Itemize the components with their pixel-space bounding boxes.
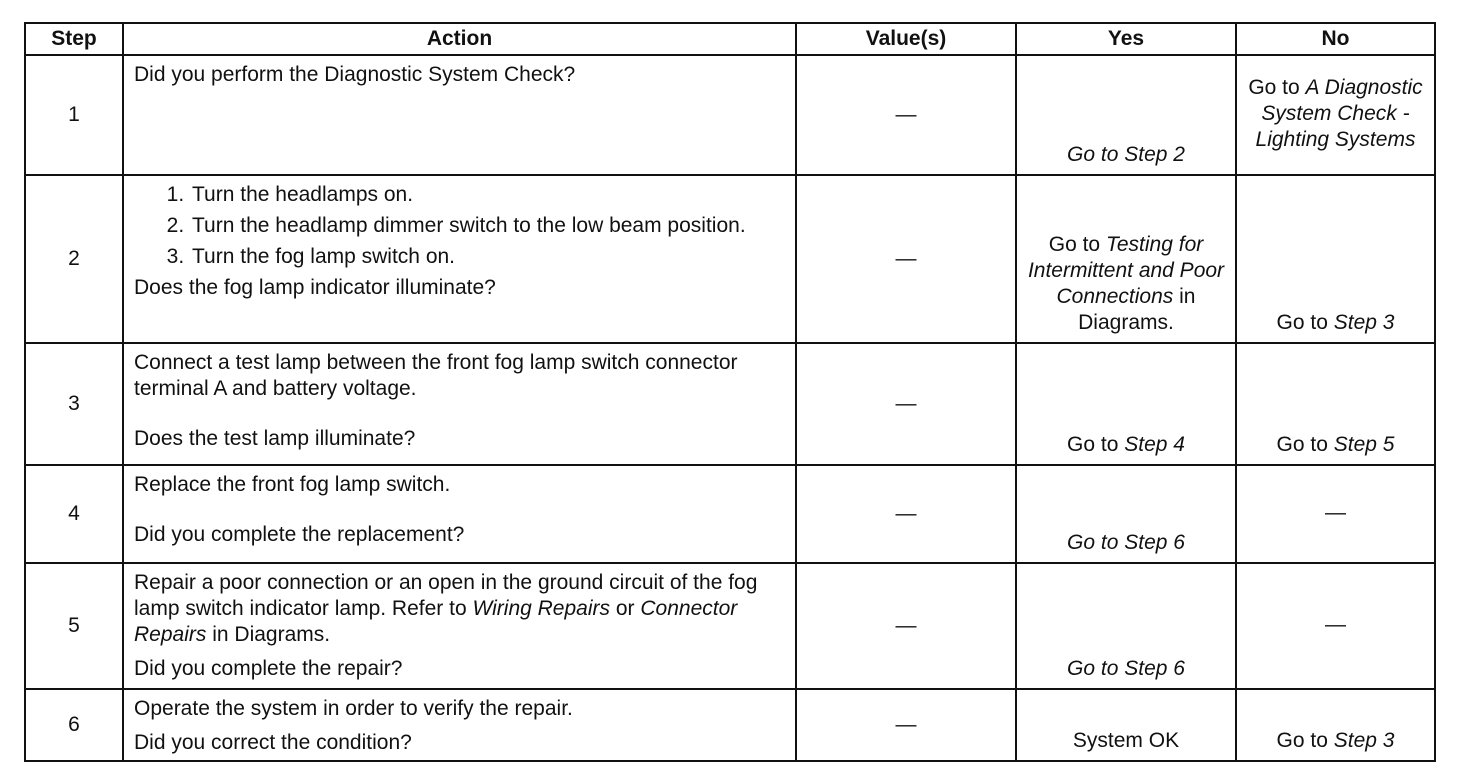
- table-row-step-2: [25, 175, 1435, 343]
- step-number: 1: [25, 55, 123, 175]
- spacer: [134, 648, 785, 656]
- yes-prefix: Go to: [1048, 233, 1101, 256]
- yes-cell: [1016, 689, 1236, 761]
- value-cell: [796, 343, 1016, 465]
- table-row-step-1: [25, 55, 1435, 175]
- value-dash: —: [895, 502, 917, 525]
- no-dash: —: [1325, 613, 1346, 636]
- action-text: or: [615, 597, 635, 620]
- spacer: [134, 498, 785, 522]
- table-row-step-4: [25, 465, 1435, 563]
- spacer: [134, 402, 785, 426]
- yes-cell: [1016, 563, 1236, 689]
- action-item: 3. Turn the fog lamp switch on.: [190, 244, 785, 270]
- header-row: [25, 23, 1435, 55]
- action-text: Did you perform the Diagnostic System Check?: [134, 63, 576, 86]
- value-dash: —: [895, 247, 917, 270]
- yes-text: Go to Step 2: [1067, 143, 1185, 166]
- question-text: Did you complete the replacement?: [134, 523, 465, 546]
- no-prefix: Go to: [1248, 76, 1300, 99]
- wiring-repairs-ref: Wiring Repairs: [472, 597, 610, 620]
- action-text: Replace the front fog lamp switch.: [134, 473, 451, 496]
- no-prefix: Go to: [1276, 729, 1328, 752]
- no-cell: [1236, 689, 1435, 761]
- no-link: Step 3: [1333, 729, 1395, 752]
- action-cell: [123, 689, 796, 761]
- spacer: [134, 722, 785, 730]
- yes-link: Testing for Intermittent and Poor Connections: [1027, 233, 1225, 308]
- action-text: Repair a poor connection or an open in the ground circuit of the fog lamp switch indicator lamp. Refer to: [134, 571, 758, 620]
- step-number: 2: [25, 175, 123, 343]
- diagnostic-table: [24, 22, 1436, 762]
- connector-repairs-ref: Connector Repairs: [134, 597, 738, 646]
- yes-cell: [1016, 175, 1236, 343]
- step-number: 5: [25, 563, 123, 689]
- yes-text: Go to Step 6: [1067, 657, 1185, 680]
- action-text: in Diagrams.: [212, 623, 331, 646]
- value-dash: —: [895, 392, 917, 415]
- no-prefix: Go to: [1276, 433, 1328, 456]
- action-cell: [123, 465, 796, 563]
- header-action: Action: [123, 23, 796, 55]
- yes-text: System OK: [1072, 729, 1180, 752]
- action-list: [134, 182, 785, 270]
- question-text: Did you correct the condition?: [134, 731, 412, 754]
- action-cell: [123, 563, 796, 689]
- question-text: Does the fog lamp indicator illuminate?: [134, 276, 496, 299]
- no-cell: [1236, 343, 1435, 465]
- value-cell: [796, 175, 1016, 343]
- yes-cell: [1016, 55, 1236, 175]
- yes-link: Step 4: [1124, 433, 1185, 456]
- no-cell: [1236, 563, 1435, 689]
- no-cell: [1236, 175, 1435, 343]
- action-item: 1. Turn the headlamps on.: [190, 182, 785, 208]
- step-number: 3: [25, 343, 123, 465]
- no-link: A Diagnostic System Check - Lighting Systems: [1255, 76, 1423, 151]
- value-dash: —: [895, 103, 917, 126]
- value-cell: [796, 465, 1016, 563]
- header-step: Step: [25, 23, 123, 55]
- action-text: Connect a test lamp between the front fog lamp switch connector terminal A and battery voltage.: [134, 351, 738, 400]
- table-row-step-5: [25, 563, 1435, 689]
- no-link: Step 5: [1333, 433, 1395, 456]
- header-no: No: [1236, 23, 1435, 55]
- yes-text: Go to Step 6: [1067, 531, 1185, 554]
- header-values: Value(s): [796, 23, 1016, 55]
- no-link: Step 3: [1333, 311, 1395, 334]
- question-text: Did you complete the repair?: [134, 657, 403, 680]
- action-cell: [123, 55, 796, 175]
- no-cell: [1236, 465, 1435, 563]
- value-dash: —: [895, 614, 917, 637]
- step-number: 4: [25, 465, 123, 563]
- action-cell: [123, 175, 796, 343]
- yes-cell: [1016, 343, 1236, 465]
- action-item: 2. Turn the headlamp dimmer switch to the low beam position.: [190, 213, 785, 239]
- step-number: 6: [25, 689, 123, 761]
- no-dash: —: [1325, 501, 1346, 524]
- yes-prefix: Go to: [1067, 433, 1119, 456]
- value-cell: [796, 563, 1016, 689]
- table-row-step-6: [25, 689, 1435, 761]
- yes-cell: [1016, 465, 1236, 563]
- no-cell: [1236, 55, 1435, 175]
- table-row-step-3: [25, 343, 1435, 465]
- header-yes: Yes: [1016, 23, 1236, 55]
- question-text: Does the test lamp illuminate?: [134, 427, 416, 450]
- no-prefix: Go to: [1276, 311, 1328, 334]
- action-text: Operate the system in order to verify the repair.: [134, 697, 573, 720]
- value-cell: [796, 55, 1016, 175]
- value-dash: —: [895, 713, 917, 736]
- yes-suffix: in Diagrams.: [1078, 285, 1196, 334]
- action-cell: [123, 343, 796, 465]
- value-cell: [796, 689, 1016, 761]
